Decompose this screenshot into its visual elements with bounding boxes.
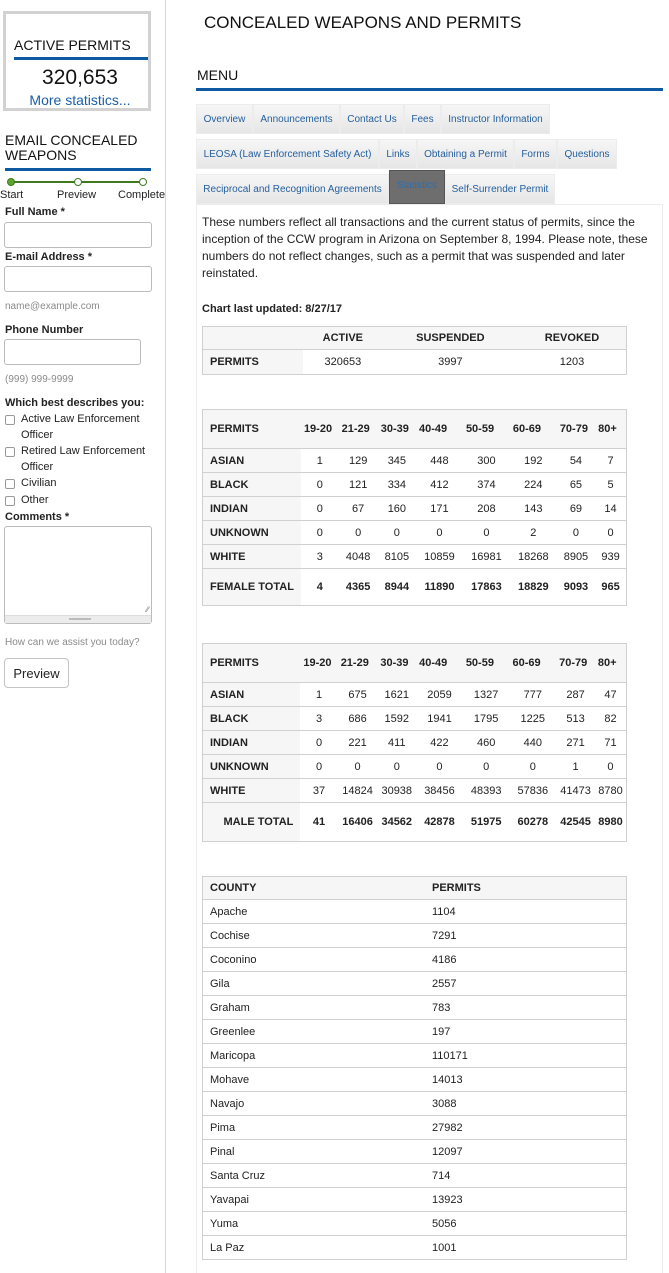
email-hint: name@example.com (5, 301, 100, 312)
county-name: Cochise (203, 924, 426, 948)
cell: 374 (463, 473, 510, 497)
cell: 1941 (416, 707, 463, 731)
cell: 1327 (463, 683, 510, 707)
column-header: COUNTY (203, 877, 426, 900)
cell: 160 (378, 497, 416, 521)
tab-fees[interactable]: Fees (404, 104, 441, 134)
cell: 2 (510, 521, 557, 545)
cell: 0 (339, 521, 378, 545)
cell: 171 (416, 497, 463, 521)
table-row (203, 755, 627, 779)
total-cell: 11890 (416, 569, 463, 606)
total-cell: 4365 (339, 569, 378, 606)
column-header: 70-79 (557, 410, 595, 449)
cell: 0 (595, 521, 626, 545)
checkbox-icon[interactable] (5, 415, 15, 425)
table-row (203, 683, 627, 707)
column-header: 21-29 (339, 410, 378, 449)
email-input[interactable] (4, 266, 152, 292)
table-header-row (203, 327, 627, 350)
cell: 14 (595, 497, 626, 521)
tab-instructor-information[interactable]: Instructor Information (441, 104, 550, 134)
step-start-label: Start (0, 189, 24, 201)
cell: 1621 (377, 683, 416, 707)
textarea-drag-grip[interactable] (5, 615, 151, 623)
option-retired-law-enforcement[interactable] (4, 443, 154, 475)
cell: 208 (463, 497, 510, 521)
county-permits: 110171 (425, 1044, 627, 1068)
cell: 0 (595, 755, 627, 779)
full-name-input[interactable] (4, 222, 152, 248)
table-row (203, 1236, 627, 1260)
total-cell: 51975 (463, 803, 510, 842)
summary-table (202, 326, 627, 375)
column-header: 19-20 (301, 410, 339, 449)
table-row (203, 996, 627, 1020)
option-civilian[interactable] (4, 475, 154, 491)
cell: 37 (300, 779, 337, 803)
county-permits: 7291 (425, 924, 627, 948)
county-name: Apache (203, 900, 426, 924)
county-permits: 5056 (425, 1212, 627, 1236)
cell: 38456 (416, 779, 463, 803)
cell: 1795 (463, 707, 510, 731)
chart-last-updated: Chart last updated: 8/27/17 (202, 303, 342, 315)
table-row (203, 521, 627, 545)
checkbox-icon[interactable] (5, 479, 15, 489)
cell: 939 (595, 545, 626, 569)
cell: 271 (556, 731, 595, 755)
table-row (203, 1092, 627, 1116)
cell: 8905 (557, 545, 595, 569)
table-row (203, 1116, 627, 1140)
step-preview-label: Preview (57, 189, 97, 201)
cell: 320653 (303, 350, 383, 375)
cell: 1203 (518, 350, 627, 375)
cell: 0 (301, 473, 339, 497)
total-row (203, 569, 627, 606)
total-label: FEMALE TOTAL (203, 569, 301, 606)
row-label: WHITE (203, 545, 301, 569)
cell: 1 (301, 449, 339, 473)
cell: 513 (556, 707, 595, 731)
option-other[interactable] (4, 492, 154, 508)
table-row (203, 707, 627, 731)
row-label: BLACK (203, 473, 301, 497)
county-name: Santa Cruz (203, 1164, 426, 1188)
row-label: ASIAN (203, 449, 301, 473)
column-header: 60-69 (509, 644, 556, 683)
county-name: Pinal (203, 1140, 426, 1164)
cell: 41473 (556, 779, 595, 803)
column-header: 30-39 (377, 644, 416, 683)
county-name: Gila (203, 972, 426, 996)
table-row (203, 1044, 627, 1068)
table-row (203, 1068, 627, 1092)
cell: 287 (556, 683, 595, 707)
full-name-label: Full Name * (5, 206, 65, 218)
comments-hint: How can we assist you today? (5, 637, 140, 648)
option-label: Active Law Enforcement Officer (21, 413, 140, 441)
column-header: 60-69 (510, 410, 557, 449)
county-name: Pima (203, 1116, 426, 1140)
cell: 686 (338, 707, 378, 731)
cell: 129 (339, 449, 378, 473)
cell: 18268 (510, 545, 557, 569)
cell: 57836 (509, 779, 556, 803)
cell: 1 (556, 755, 595, 779)
county-permits-table (202, 876, 627, 1260)
cell: 0 (463, 521, 510, 545)
county-permits: 1001 (425, 1236, 627, 1260)
row-label: BLACK (203, 707, 301, 731)
cell: 82 (595, 707, 627, 731)
divider (14, 57, 148, 60)
table-row (203, 449, 627, 473)
option-label: Civilian (21, 477, 57, 489)
phone-input[interactable] (4, 339, 141, 365)
cell: 0 (557, 521, 595, 545)
cell: 7 (595, 449, 626, 473)
cell: 345 (378, 449, 416, 473)
page-title: CONCEALED WEAPONS AND PERMITS (204, 13, 522, 32)
male-permits-table (202, 643, 627, 842)
cell: 69 (557, 497, 595, 521)
tab-links[interactable]: Links (379, 139, 417, 169)
cell: 5 (595, 473, 626, 497)
column-header: 50-59 (463, 644, 510, 683)
county-name: Yuma (203, 1212, 426, 1236)
cell: 14824 (338, 779, 378, 803)
cell: 30938 (377, 779, 416, 803)
total-cell: 8944 (378, 569, 416, 606)
column-header: 70-79 (556, 644, 595, 683)
cell: 0 (509, 755, 556, 779)
cell: 3 (300, 707, 337, 731)
county-permits: 13923 (425, 1188, 627, 1212)
column-header: 21-29 (338, 644, 378, 683)
column-header: 40-49 (416, 644, 463, 683)
cell: 8780 (595, 779, 627, 803)
column-header: 80+ (595, 410, 626, 449)
table-header-row (203, 644, 627, 683)
row-label: ASIAN (203, 683, 301, 707)
form-progress (0, 176, 166, 204)
table-row (203, 350, 627, 375)
preview-button[interactable]: Preview (4, 658, 69, 688)
cell: 16981 (463, 545, 510, 569)
column-header: ACTIVE (303, 327, 383, 350)
total-cell: 965 (595, 569, 626, 606)
total-cell: 17863 (463, 569, 510, 606)
tab-forms[interactable]: Forms (514, 139, 557, 169)
total-cell: 18829 (510, 569, 557, 606)
cell: 1225 (509, 707, 556, 731)
table-row (203, 779, 627, 803)
table-header-row (203, 410, 627, 449)
cell: 47 (595, 683, 627, 707)
active-permits-box (3, 11, 151, 111)
row-label: UNKNOWN (203, 755, 301, 779)
sidebar (0, 0, 166, 1273)
total-cell: 16406 (338, 803, 378, 842)
cell: 67 (339, 497, 378, 521)
row-label: INDIAN (203, 731, 301, 755)
active-permits-value: 320,653 (42, 66, 118, 89)
option-label: Retired Law Enforcement Officer (21, 445, 146, 473)
divider (5, 168, 151, 171)
table-row (203, 473, 627, 497)
tab-overview[interactable]: Overview (196, 104, 253, 134)
total-cell: 9093 (557, 569, 595, 606)
cell: 121 (339, 473, 378, 497)
county-permits: 4186 (425, 948, 627, 972)
cell: 412 (416, 473, 463, 497)
comments-label: Comments * (5, 511, 70, 523)
cell: 3997 (383, 350, 518, 375)
county-name: Graham (203, 996, 426, 1020)
tab-self-surrender-permit[interactable]: Self-Surrender Permit (445, 174, 555, 204)
cell: 0 (416, 521, 463, 545)
menu-title: MENU (197, 67, 239, 83)
table-row (203, 731, 627, 755)
county-permits: 197 (425, 1020, 627, 1044)
step-complete-dot-icon (139, 178, 147, 186)
total-cell: 42878 (416, 803, 463, 842)
cell: 0 (338, 755, 378, 779)
intro-text: These numbers reflect all transactions and the current status of permits, since the inception of the CCW program in Arizona on September 8, 1994. Please note, these numbers do not reflect changes, such as a permit that was suspended and later reinstated. (202, 215, 648, 280)
tab-questions[interactable]: Questions (557, 139, 617, 169)
county-name: Yavapai (203, 1188, 426, 1212)
table-row (203, 948, 627, 972)
cell: 334 (378, 473, 416, 497)
row-label: INDIAN (203, 497, 301, 521)
county-permits: 3088 (425, 1092, 627, 1116)
cell: 224 (510, 473, 557, 497)
step-complete-label: Complete (118, 189, 166, 201)
cell: 300 (463, 449, 510, 473)
table-row (203, 1188, 627, 1212)
phone-hint: (999) 999-9999 (5, 374, 74, 385)
cell: 0 (300, 755, 337, 779)
row-label: PERMITS (203, 350, 304, 375)
row-label: UNKNOWN (203, 521, 301, 545)
cell: 411 (377, 731, 416, 755)
table-row (203, 1020, 627, 1044)
cell: 71 (595, 731, 627, 755)
county-permits: 27982 (425, 1116, 627, 1140)
column-header (203, 327, 304, 350)
female-permits-table (202, 409, 627, 606)
row-label: WHITE (203, 779, 301, 803)
column-header: 40-49 (416, 410, 463, 449)
column-header: PERMITS (203, 644, 301, 683)
county-name: La Paz (203, 1236, 426, 1260)
active-permits-title: ACTIVE PERMITS (14, 37, 131, 53)
total-cell: 60278 (509, 803, 556, 842)
cell: 422 (416, 731, 463, 755)
cell: 48393 (463, 779, 510, 803)
more-statistics-link[interactable]: More statistics... (29, 92, 131, 108)
county-name: Navajo (203, 1092, 426, 1116)
total-row (203, 803, 627, 842)
table-row (203, 924, 627, 948)
resize-handle-icon[interactable]: ∕∕ (146, 605, 149, 614)
step-start-dot-icon (7, 178, 15, 186)
table-row (203, 900, 627, 924)
county-permits: 14013 (425, 1068, 627, 1092)
county-name: Coconino (203, 948, 426, 972)
cell: 1592 (377, 707, 416, 731)
tab-announcements[interactable]: Announcements (253, 104, 340, 134)
tab-statistics[interactable]: Statistics (389, 170, 445, 204)
cell: 65 (557, 473, 595, 497)
option-label: Other (21, 494, 49, 506)
county-permits: 783 (425, 996, 627, 1020)
tab-leosa[interactable]: LEOSA (Law Enforcement Safety Act) (196, 139, 379, 169)
column-header: REVOKED (518, 327, 627, 350)
county-name: Maricopa (203, 1044, 426, 1068)
total-cell: 34562 (377, 803, 416, 842)
column-header: 19-20 (300, 644, 337, 683)
total-cell: 4 (301, 569, 339, 606)
table-header-row (203, 877, 627, 900)
cell: 0 (416, 755, 463, 779)
cell: 2059 (416, 683, 463, 707)
divider (196, 88, 663, 91)
total-label: MALE TOTAL (203, 803, 301, 842)
cell: 460 (463, 731, 510, 755)
cell: 10859 (416, 545, 463, 569)
tab-contact-us[interactable]: Contact Us (340, 104, 404, 134)
cell: 143 (510, 497, 557, 521)
cell: 0 (378, 521, 416, 545)
cell: 54 (557, 449, 595, 473)
statistics-panel (196, 204, 663, 1273)
cell: 0 (301, 497, 339, 521)
table-row (203, 1164, 627, 1188)
county-permits: 12097 (425, 1140, 627, 1164)
cell: 0 (377, 755, 416, 779)
column-header: SUSPENDED (383, 327, 518, 350)
cell: 1 (300, 683, 337, 707)
cell: 221 (338, 731, 378, 755)
table-row (203, 1212, 627, 1236)
cell: 192 (510, 449, 557, 473)
cell: 3 (301, 545, 339, 569)
county-permits: 714 (425, 1164, 627, 1188)
cell: 777 (509, 683, 556, 707)
total-cell: 41 (300, 803, 337, 842)
comments-textarea[interactable] (4, 526, 152, 624)
county-name: Greenlee (203, 1020, 426, 1044)
cell: 448 (416, 449, 463, 473)
tab-obtaining-a-permit[interactable]: Obtaining a Permit (417, 139, 514, 169)
tab-reciprocal-agreements[interactable]: Reciprocal and Recognition Agreements (196, 174, 389, 204)
column-header: PERMITS (425, 877, 627, 900)
step-preview-dot-icon (74, 178, 82, 186)
column-header: PERMITS (203, 410, 301, 449)
cell: 440 (509, 731, 556, 755)
column-header: 50-59 (463, 410, 510, 449)
describes-label: Which best describes you: (5, 397, 145, 409)
county-name: Mohave (203, 1068, 426, 1092)
email-label: E-mail Address * (5, 251, 93, 263)
table-row (203, 545, 627, 569)
cell: 0 (301, 521, 339, 545)
cell: 675 (338, 683, 378, 707)
column-header: 30-39 (378, 410, 416, 449)
email-form-title: EMAIL CONCEALED WEAPONS (5, 132, 138, 163)
column-header: 80+ (595, 644, 627, 683)
table-row (203, 497, 627, 521)
cell: 8105 (378, 545, 416, 569)
checkbox-icon[interactable] (5, 496, 15, 506)
table-row (203, 1140, 627, 1164)
cell: 0 (300, 731, 337, 755)
total-cell: 42545 (556, 803, 595, 842)
option-active-law-enforcement[interactable] (4, 411, 154, 443)
checkbox-icon[interactable] (5, 447, 15, 457)
cell: 0 (463, 755, 510, 779)
total-cell: 8980 (595, 803, 627, 842)
phone-label: Phone Number (5, 324, 84, 336)
county-permits: 1104 (425, 900, 627, 924)
county-permits: 2557 (425, 972, 627, 996)
table-row (203, 972, 627, 996)
cell: 4048 (339, 545, 378, 569)
